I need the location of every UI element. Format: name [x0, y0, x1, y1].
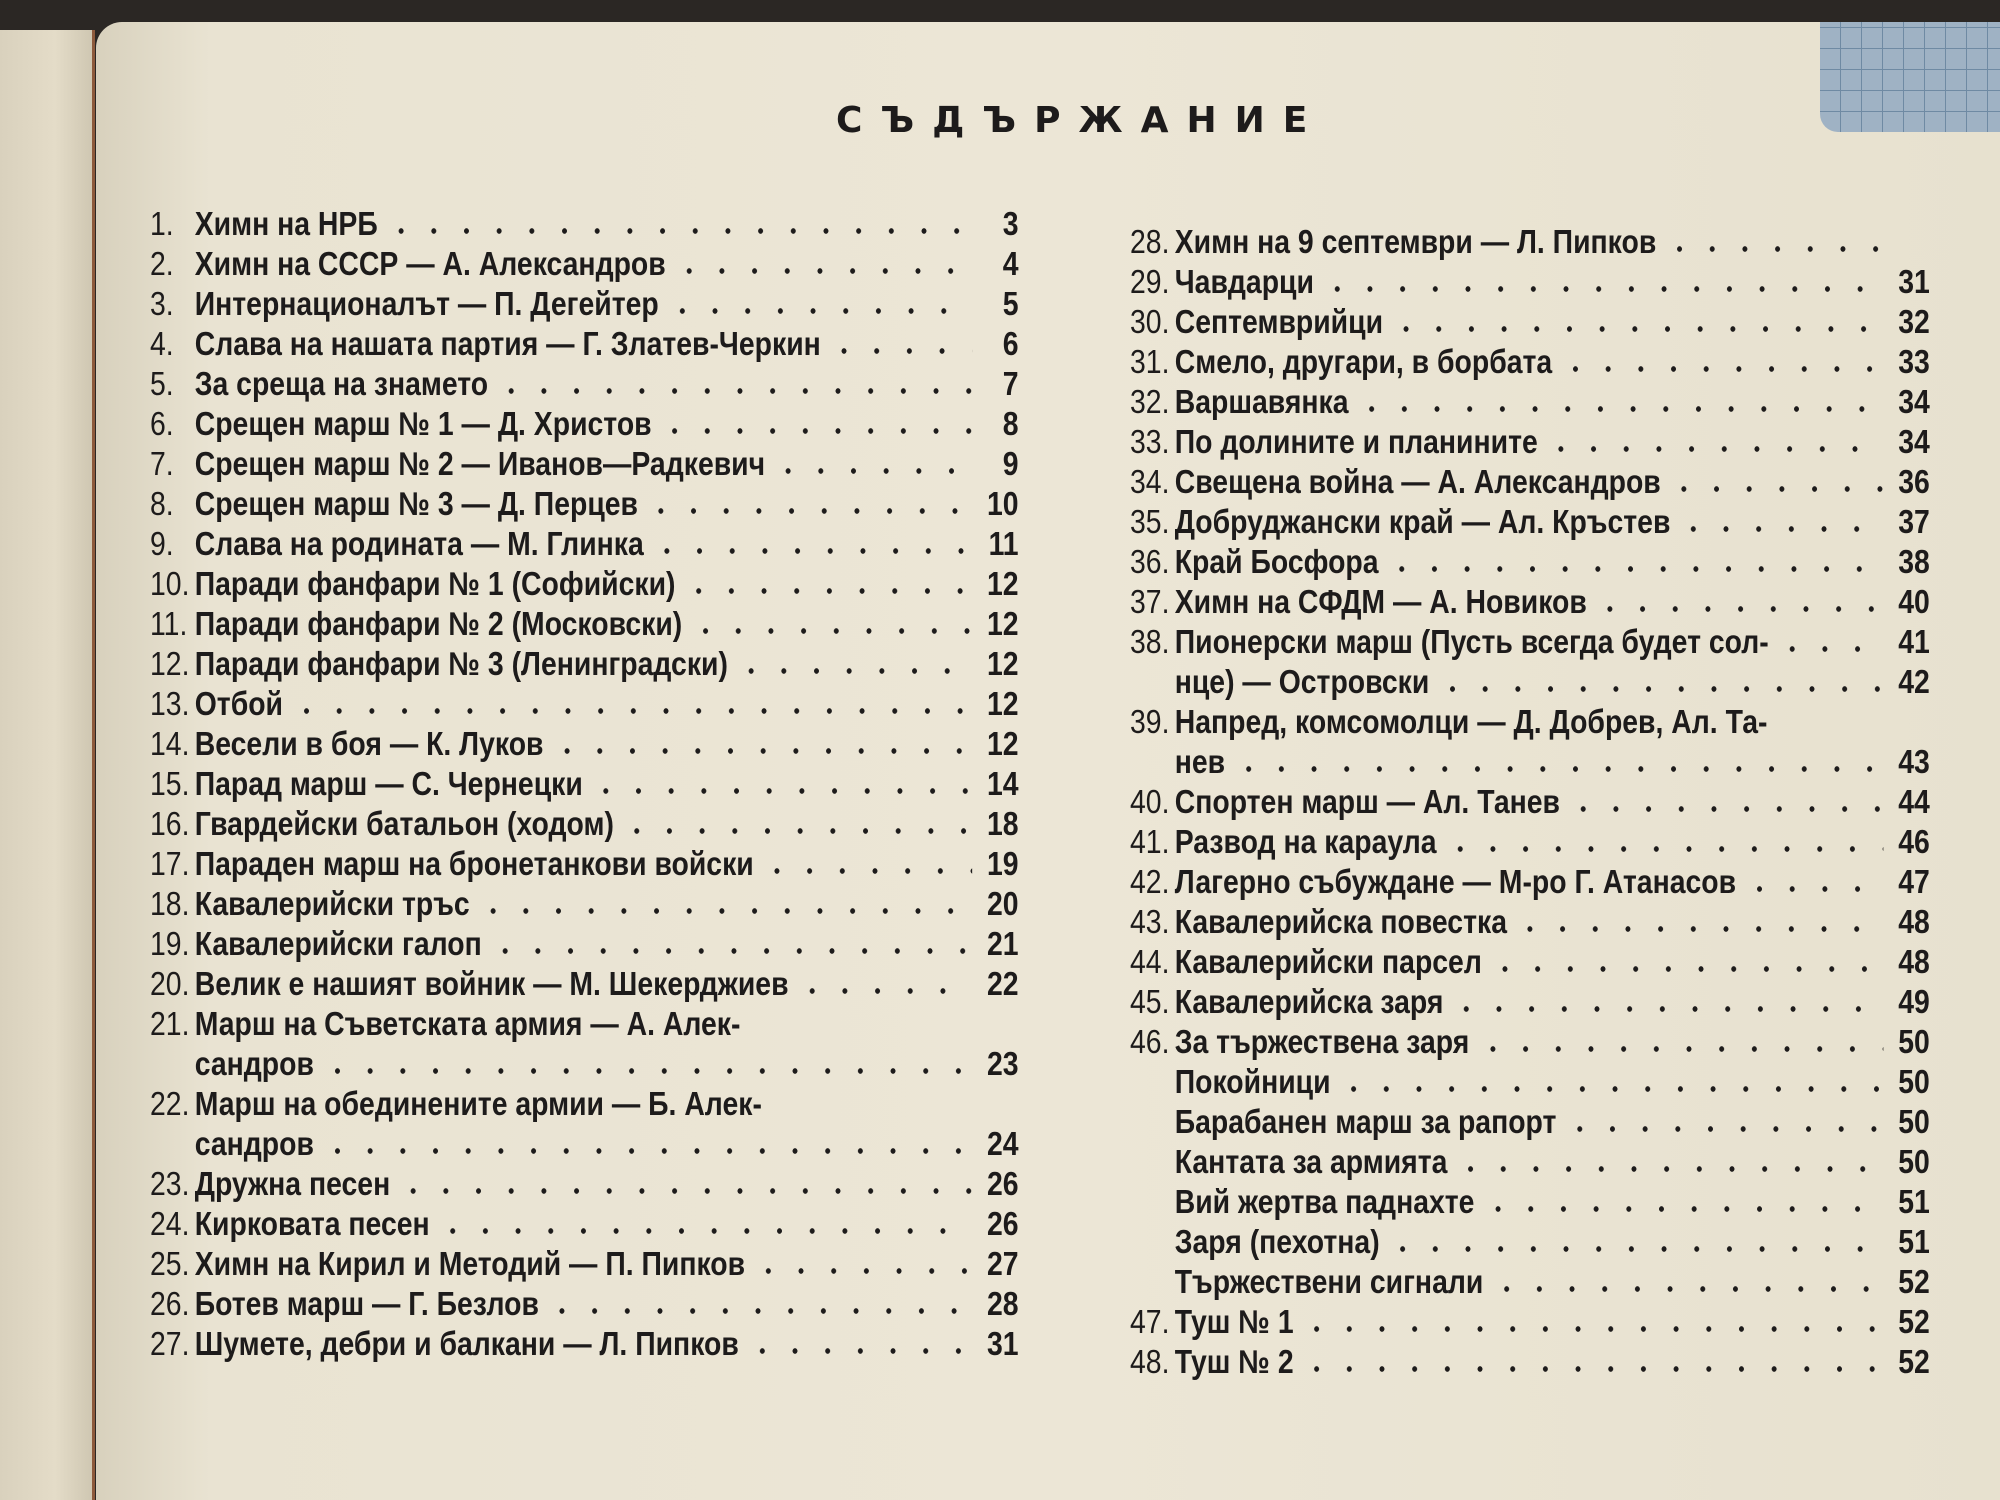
entry-title: Весели в боя — К. Луков: [194, 725, 544, 762]
entry-title: Кавалерийски тръс: [194, 885, 470, 922]
dot-leader: [321, 1068, 972, 1074]
toc-entry: [150, 524, 1019, 564]
toc-entry: [1130, 1062, 1930, 1102]
dot-leader: [495, 388, 972, 394]
entry-title: Тържествени сигнали: [1174, 1263, 1484, 1300]
left-page-edge: [0, 30, 95, 1500]
entry-number: 48.: [1130, 1343, 1170, 1380]
entry-title: Кантата за армията: [1174, 1143, 1448, 1180]
dot-leader: [1677, 526, 1883, 532]
entry-page: 12: [987, 725, 1019, 762]
dot-leader: [795, 988, 972, 994]
entry-number: 15.: [150, 765, 190, 802]
dot-leader: [682, 588, 972, 594]
entry-number: 6.: [150, 405, 174, 442]
entry-title: Паради фанфари № 2 (Московски): [194, 605, 683, 642]
entry-number: 40.: [1130, 783, 1170, 820]
entry-title-continued: нев: [1174, 743, 1226, 780]
dot-leader: [1668, 486, 1884, 492]
dot-leader: [746, 1348, 972, 1354]
entry-page: 23: [987, 1045, 1019, 1082]
entry-number: 45.: [1130, 983, 1170, 1020]
entry-page: 27: [987, 1245, 1019, 1282]
dot-leader: [645, 508, 972, 514]
entry-title: Срещен марш № 1 — Д. Христов: [194, 405, 652, 442]
entry-title: Химн на СФДМ — А. Новиков: [1174, 583, 1587, 620]
toc-entry-continued: [1130, 662, 1930, 702]
dot-leader: [659, 428, 973, 434]
entry-page: 31: [987, 1325, 1019, 1362]
entry-number: 32.: [1130, 383, 1170, 420]
entry-title: Туш № 2: [1174, 1343, 1294, 1380]
entry-page: 4: [1002, 245, 1019, 282]
dot-leader: [290, 708, 972, 714]
entry-page: 12: [987, 605, 1019, 642]
toc-entry: [150, 284, 1019, 324]
entry-number: 25.: [150, 1245, 190, 1282]
entry-number: 30.: [1130, 303, 1170, 340]
entry-page: 48: [1898, 943, 1930, 980]
toc-entry: [1130, 1222, 1930, 1262]
dot-leader: [1476, 1046, 1883, 1052]
entry-title: Слава на нашата партия — Г. Златев-Черкин: [194, 325, 821, 362]
entry-title: Интернационалът — П. Дегейтер: [194, 285, 659, 322]
toc-entry: [1130, 1302, 1930, 1342]
entry-page: 18: [987, 805, 1019, 842]
toc-entry: [1130, 422, 1930, 462]
dot-leader: [772, 468, 972, 474]
entry-title: Кавалерийска заря: [1174, 983, 1444, 1020]
entry-number: 29.: [1130, 263, 1170, 300]
dot-leader: [321, 1148, 972, 1154]
toc-entry: [150, 844, 1019, 884]
entry-page: 10: [987, 485, 1019, 522]
toc-entry: [1130, 902, 1930, 942]
dot-leader: [1545, 446, 1884, 452]
entry-title: Вий жертва паднахте: [1174, 1183, 1475, 1220]
entry-number: 33.: [1130, 423, 1170, 460]
entry-page: 22: [987, 965, 1019, 1002]
entry-number: 22.: [150, 1085, 190, 1122]
entry-title: За среща на знамето: [194, 365, 489, 402]
toc-entry: [1130, 542, 1930, 582]
entry-page: 51: [1898, 1223, 1930, 1260]
dot-leader: [1321, 286, 1884, 292]
entry-number: 42.: [1130, 863, 1170, 900]
toc-entry: [1130, 1182, 1930, 1222]
entry-title: Марш на обединените армии — Б. Алек-: [194, 1085, 762, 1122]
entry-title: Свещена война — А. Александров: [1174, 463, 1661, 500]
entry-number: 19.: [150, 925, 190, 962]
toc-entry: [150, 444, 1019, 484]
entry-title: За тържествена заря: [1174, 1023, 1470, 1060]
toc-entry: [150, 804, 1019, 844]
toc-entry: [150, 1284, 1019, 1324]
toc-entry: [1130, 342, 1930, 382]
entry-page: 47: [1898, 863, 1930, 900]
entry-number: 35.: [1130, 503, 1170, 540]
entry-page: 37: [1898, 503, 1930, 540]
entry-page: 52: [1898, 1343, 1930, 1380]
entry-number: 17.: [150, 845, 190, 882]
entry-page: 12: [987, 685, 1019, 722]
entry-page: 34: [1898, 383, 1930, 420]
toc-entry: [150, 564, 1019, 604]
entry-number: 18.: [150, 885, 190, 922]
toc-left-column: [150, 204, 1020, 1364]
toc-entry: [150, 964, 1019, 1004]
toc-entry: [150, 644, 1019, 684]
toc-entry: [1130, 782, 1930, 822]
entry-title: Развод на караула: [1174, 823, 1437, 860]
entry-title: Параден марш на бронетанкови войски: [194, 845, 754, 882]
entry-number: 1.: [150, 205, 174, 242]
toc-entry: [150, 884, 1019, 924]
entry-page: 52: [1898, 1263, 1930, 1300]
toc-entry: [1130, 502, 1930, 542]
entry-number: 23.: [150, 1165, 190, 1202]
entry-page: 50: [1898, 1103, 1930, 1140]
entry-title: Срещен марш № 2 — Иванов—Радкевич: [194, 445, 766, 482]
entry-page: 32: [1898, 303, 1930, 340]
toc-entry: [150, 724, 1019, 764]
toc-entry: [150, 764, 1019, 804]
toc-entry: [150, 204, 1019, 244]
dot-leader: [1594, 606, 1884, 612]
entry-page: 7: [1002, 365, 1019, 402]
toc-entry: [1130, 862, 1930, 902]
dot-leader: [546, 1308, 972, 1314]
dot-leader: [1387, 1246, 1884, 1252]
entry-title: Варшавянка: [1174, 383, 1349, 420]
entry-number: 13.: [150, 685, 190, 722]
toc-entry: [150, 1164, 1019, 1204]
dot-leader: [1776, 646, 1884, 652]
toc-right-column: [1130, 222, 1930, 1382]
entry-page: 28: [987, 1285, 1019, 1322]
dot-leader: [1663, 246, 1883, 252]
entry-page: 26: [987, 1165, 1019, 1202]
toc-entry: [150, 684, 1019, 724]
entry-title: Отбой: [194, 685, 284, 722]
dot-leader: [1337, 1086, 1883, 1092]
entry-title: Смело, другари, в борбата: [1174, 343, 1553, 380]
entry-title: Кавалерийски галоп: [194, 925, 482, 962]
dot-leader: [761, 868, 973, 874]
entry-title: Слава на родината — М. Глинка: [194, 525, 644, 562]
entry-number: 21.: [150, 1005, 190, 1042]
toc-entry: [1130, 622, 1930, 662]
entry-page: 42: [1898, 663, 1930, 700]
toc-entry: [1130, 822, 1930, 862]
entry-title: Лагерно събуждане — М-ро Г. Атанасов: [1174, 863, 1737, 900]
entry-title: Химн на СССР — А. Александров: [194, 245, 666, 282]
dot-leader: [437, 1228, 973, 1234]
entry-title: Химн на Кирил и Методий — П. Пипков: [194, 1245, 746, 1282]
entry-title-continued: сандров: [194, 1125, 314, 1162]
entry-page: 5: [1002, 285, 1019, 322]
entry-number: 37.: [1130, 583, 1170, 620]
entry-title-continued: сандров: [194, 1045, 314, 1082]
entry-number: 44.: [1130, 943, 1170, 980]
dot-leader: [1743, 886, 1883, 892]
entry-title: Марш на Съветската армия — А. Алек-: [194, 1005, 741, 1042]
dot-leader: [550, 748, 972, 754]
dot-leader: [689, 628, 972, 634]
entry-page: 3: [1002, 205, 1019, 242]
dot-leader: [1385, 566, 1883, 572]
entry-page: 12: [987, 565, 1019, 602]
toc-entry: [1130, 1342, 1930, 1382]
entry-page: 31: [1898, 263, 1930, 300]
entry-page: 14: [987, 765, 1019, 802]
toc-entry: [1130, 1102, 1930, 1142]
entry-title: Добруджански край — Ал. Кръстев: [1174, 503, 1671, 540]
entry-page: 12: [987, 645, 1019, 682]
entry-page: 48: [1898, 903, 1930, 940]
entry-title: Химн на НРБ: [194, 205, 378, 242]
entry-number: 41.: [1130, 823, 1170, 860]
entry-title: Туш № 1: [1174, 1303, 1294, 1340]
toc-entry: [150, 484, 1019, 524]
entry-page: 49: [1898, 983, 1930, 1020]
entry-page: 43: [1898, 743, 1930, 780]
entry-page: 52: [1898, 1303, 1930, 1340]
entry-title: Паради фанфари № 1 (Софийски): [194, 565, 676, 602]
entry-number: 31.: [1130, 343, 1170, 380]
entry-title: Гвардейски батальон (ходом): [194, 805, 614, 842]
dot-leader: [752, 1268, 972, 1274]
toc-entry: [1130, 582, 1930, 622]
toc-entry: [150, 244, 1019, 284]
toc-entry: [150, 1084, 1019, 1124]
toc-entry: [150, 324, 1019, 364]
entry-number: 47.: [1130, 1303, 1170, 1340]
entry-page: 36: [1898, 463, 1930, 500]
entry-page: 50: [1898, 1143, 1930, 1180]
entry-title: Шумете, дебри и балкани — Л. Пипков: [194, 1325, 739, 1362]
entry-page: 24: [987, 1125, 1019, 1162]
entry-title: Покойници: [1174, 1063, 1331, 1100]
dot-leader: [397, 1188, 972, 1194]
entry-number: 8.: [150, 485, 174, 522]
entry-title: Спортен марш — Ал. Танев: [1174, 783, 1560, 820]
dot-leader: [1563, 1126, 1883, 1132]
entry-number: 39.: [1130, 703, 1170, 740]
dot-leader: [477, 908, 973, 914]
entry-page: 9: [1002, 445, 1019, 482]
dot-leader: [1443, 846, 1883, 852]
entry-page: 46: [1898, 823, 1930, 860]
toc-entry: [150, 364, 1019, 404]
toc-entry: [1130, 302, 1930, 342]
entry-number: 14.: [150, 725, 190, 762]
toc-entry: [150, 604, 1019, 644]
entry-title: Септемврийци: [1174, 303, 1384, 340]
entry-title: Заря (пехотна): [1174, 1223, 1380, 1260]
toc-entry: [1130, 382, 1930, 422]
dot-leader: [1514, 926, 1883, 932]
entry-title: Барабанен марш за рапорт: [1174, 1103, 1557, 1140]
entry-number: 10.: [150, 565, 190, 602]
entry-title-continued: нце) — Островски: [1174, 663, 1430, 700]
toc-entry: [1130, 262, 1930, 302]
entry-title: Напред, комсомолци — Д. Добрев, Ал. Та-: [1174, 703, 1768, 740]
entry-title: Чавдарци: [1174, 263, 1314, 300]
entry-number: 34.: [1130, 463, 1170, 500]
toc-entry: [150, 1004, 1019, 1044]
entry-page: 40: [1898, 583, 1930, 620]
entry-title: Кирковата песен: [194, 1205, 430, 1242]
dot-leader: [1454, 1166, 1883, 1172]
entry-page: 41: [1898, 623, 1930, 660]
toc-entry: [1130, 222, 1930, 262]
dot-leader: [1567, 806, 1883, 812]
dot-leader: [1232, 766, 1883, 772]
entry-page: 19: [987, 845, 1019, 882]
toc-entry: [1130, 1142, 1930, 1182]
entry-title: Срещен марш № 3 — Д. Перцев: [194, 485, 639, 522]
dot-leader: [590, 788, 972, 794]
entry-number: 2.: [150, 245, 174, 282]
entry-page: 6: [1002, 325, 1019, 362]
dot-leader: [651, 548, 972, 554]
entry-number: 36.: [1130, 543, 1170, 580]
toc-entry: [1130, 1022, 1930, 1062]
entry-page: 50: [1898, 1063, 1930, 1100]
entry-number: 26.: [150, 1285, 190, 1322]
dot-leader: [1300, 1366, 1883, 1372]
entry-title: По долините и планините: [1174, 423, 1538, 460]
entry-number: 20.: [150, 965, 190, 1002]
entry-title: Паради фанфари № 3 (Ленинградски): [194, 645, 728, 682]
entry-number: 28.: [1130, 223, 1170, 260]
entry-page: 50: [1898, 1023, 1930, 1060]
entry-title: Велик е нашият войник — М. Шекерджиев: [194, 965, 789, 1002]
entry-number: 11.: [150, 605, 188, 642]
dot-leader: [1490, 1286, 1883, 1292]
toc-entry: [150, 1204, 1019, 1244]
dot-leader: [621, 828, 972, 834]
entry-page: 20: [987, 885, 1019, 922]
entry-number: 9.: [150, 525, 174, 562]
dot-leader: [666, 308, 973, 314]
entry-number: 3.: [150, 285, 174, 322]
toc-entry-continued: [150, 1124, 1019, 1164]
dot-leader: [1436, 686, 1883, 692]
entry-title: Химн на 9 септември — Л. Пипков: [1174, 223, 1657, 260]
entry-title: Кавалерийски парсел: [1174, 943, 1482, 980]
toc-entry: [1130, 942, 1930, 982]
toc-entry: [1130, 1262, 1930, 1302]
entry-number: 27.: [150, 1325, 190, 1362]
entry-number: 16.: [150, 805, 190, 842]
entry-number: 38.: [1130, 623, 1170, 660]
entry-title: Дружна песен: [194, 1165, 391, 1202]
dot-leader: [828, 348, 972, 354]
entry-page: 33: [1898, 343, 1930, 380]
entry-number: 5.: [150, 365, 174, 402]
dot-leader: [1355, 406, 1883, 412]
entry-title: Край Босфора: [1174, 543, 1379, 580]
entry-page: 38: [1898, 543, 1930, 580]
entry-number: 43.: [1130, 903, 1170, 940]
dot-leader: [385, 228, 973, 234]
page-title: СЪДЪРЖАНИЕ: [836, 100, 1326, 141]
entry-number: 12.: [150, 645, 190, 682]
dot-leader: [1390, 326, 1883, 332]
toc-entry: [1130, 702, 1930, 742]
dot-leader: [735, 668, 972, 674]
toc-entry-continued: [1130, 742, 1930, 782]
toc-entry: [150, 404, 1019, 444]
dot-leader: [1300, 1326, 1883, 1332]
entry-title: Парад марш — С. Чернецки: [194, 765, 583, 802]
dot-leader: [1481, 1206, 1883, 1212]
toc-entry: [1130, 982, 1930, 1022]
entry-number: 7.: [150, 445, 174, 482]
entry-title: Кавалерийска повестка: [1174, 903, 1507, 940]
entry-page: 8: [1002, 405, 1019, 442]
toc-entry-continued: [150, 1044, 1019, 1084]
dot-leader: [1489, 966, 1884, 972]
grid-paper-corner: [1820, 22, 2000, 132]
dot-leader: [489, 948, 973, 954]
entry-page: 34: [1898, 423, 1930, 460]
entry-page: 21: [987, 925, 1019, 962]
toc-entry: [150, 924, 1019, 964]
entry-title: Пионерски марш (Пусть всегда будет сол-: [1174, 623, 1769, 660]
dot-leader: [673, 268, 973, 274]
entry-number: 4.: [150, 325, 174, 362]
entry-page: 26: [987, 1205, 1019, 1242]
entry-number: 46.: [1130, 1023, 1170, 1060]
toc-entry: [1130, 462, 1930, 502]
dot-leader: [1559, 366, 1883, 372]
toc-entry: [150, 1324, 1019, 1364]
entry-page: 11: [988, 525, 1019, 562]
dot-leader: [1450, 1006, 1883, 1012]
toc-entry: [150, 1244, 1019, 1284]
entry-page: 44: [1898, 783, 1930, 820]
entry-number: 24.: [150, 1205, 190, 1242]
entry-title: Ботев марш — Г. Безлов: [194, 1285, 539, 1322]
entry-page: 51: [1898, 1183, 1930, 1220]
